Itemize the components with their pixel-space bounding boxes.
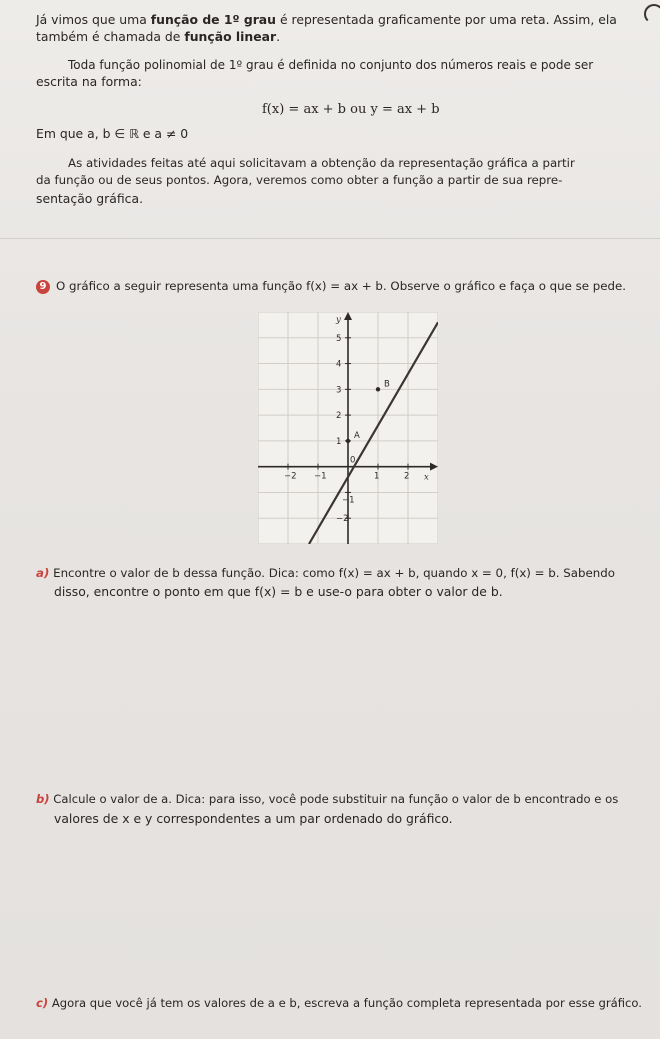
item-a-line-2: disso, encontre o ponto em que f(x) = b e use-o para obter o valor de b. <box>54 584 503 599</box>
y-tick-label: −2 <box>336 514 349 525</box>
x-tick-label: 1 <box>374 471 380 482</box>
y-tick-label: 2 <box>336 411 342 422</box>
intro-line-1-end: é representada graficamente por uma reta. Assim, ela <box>276 12 617 27</box>
intro-line-4: escrita na forma: <box>36 74 142 89</box>
item-a-line-1 <box>36 568 615 580</box>
y-tick-label: 3 <box>336 385 342 396</box>
item-c-line-1 <box>36 998 642 1010</box>
graph-point <box>346 439 350 443</box>
intro-line-2-start: também é chamada de <box>36 29 185 44</box>
intro-condition: Em que a, b ∈ ℝ e a ≠ 0 <box>36 126 189 141</box>
item-b-line-1 <box>36 794 618 806</box>
x-tick-label: 0 <box>350 455 356 466</box>
function-graph <box>258 312 438 544</box>
question-number-badge: 9 <box>36 280 50 294</box>
item-a-text-1: Encontre o valor de b dessa função. Dica: como f(x) = ax + b, quando x = 0, f(x) = b. Sabendo <box>53 566 615 580</box>
x-tick-label: 2 <box>404 471 410 482</box>
intro-line-6: da função ou de seus pontos. Agora, veremos como obter a função a partir de sua repre- <box>36 173 563 187</box>
x-tick-label: −1 <box>314 471 327 482</box>
intro-line-5: As atividades feitas até aqui solicitavam a obtenção da representação gráfica a partir <box>68 156 575 170</box>
intro-line-2 <box>36 31 280 43</box>
graph-point-label: B <box>384 379 390 390</box>
intro-term-first-degree: função de 1º grau <box>150 12 276 27</box>
y-tick-label: −1 <box>342 495 355 506</box>
graph-point-label: A <box>354 430 360 441</box>
formula-linear-function: f(x) = ax + b ou y = ax + b <box>262 102 440 117</box>
y-tick-label: 4 <box>336 359 342 370</box>
y-axis-label: y <box>336 315 341 325</box>
intro-line-3: Toda função polinomial de 1º grau é definida no conjunto dos números reais e pode ser <box>68 58 594 72</box>
item-a-label: a) <box>36 566 50 580</box>
item-b-label: b) <box>36 792 50 806</box>
y-tick-label: 5 <box>336 333 342 344</box>
item-b-answer-space[interactable] <box>36 832 636 982</box>
item-b-line-2: valores de x e y correspondentes a um par ordenado do gráfico. <box>54 811 453 826</box>
item-b-text-1: Calcule o valor de a. Dica: para isso, você pode substituir na função o valor de b encontrado e os <box>53 792 619 806</box>
x-axis-label: x <box>424 472 429 483</box>
intro-line-1 <box>36 14 617 26</box>
intro-line-1-start: Já vimos que uma <box>36 12 151 27</box>
intro-line-7: sentação gráfica. <box>36 191 144 206</box>
page-corner-mark <box>644 4 660 24</box>
question-statement: O gráfico a seguir representa uma função f(x) = ax + b. Observe o gráfico e faça o que se pede. <box>56 279 627 293</box>
item-c-label: c) <box>36 996 49 1010</box>
y-tick-label: 1 <box>336 436 342 447</box>
item-a-answer-space[interactable] <box>36 606 636 766</box>
x-tick-label: −2 <box>284 471 297 482</box>
graph-point <box>376 387 380 391</box>
section-divider <box>0 238 660 239</box>
intro-term-linear: função linear <box>184 29 277 44</box>
item-c-text-1: Agora que você já tem os valores de a e b, escreva a função completa representada por esse gráfico. <box>51 996 642 1010</box>
intro-line-2-end: . <box>276 29 281 44</box>
